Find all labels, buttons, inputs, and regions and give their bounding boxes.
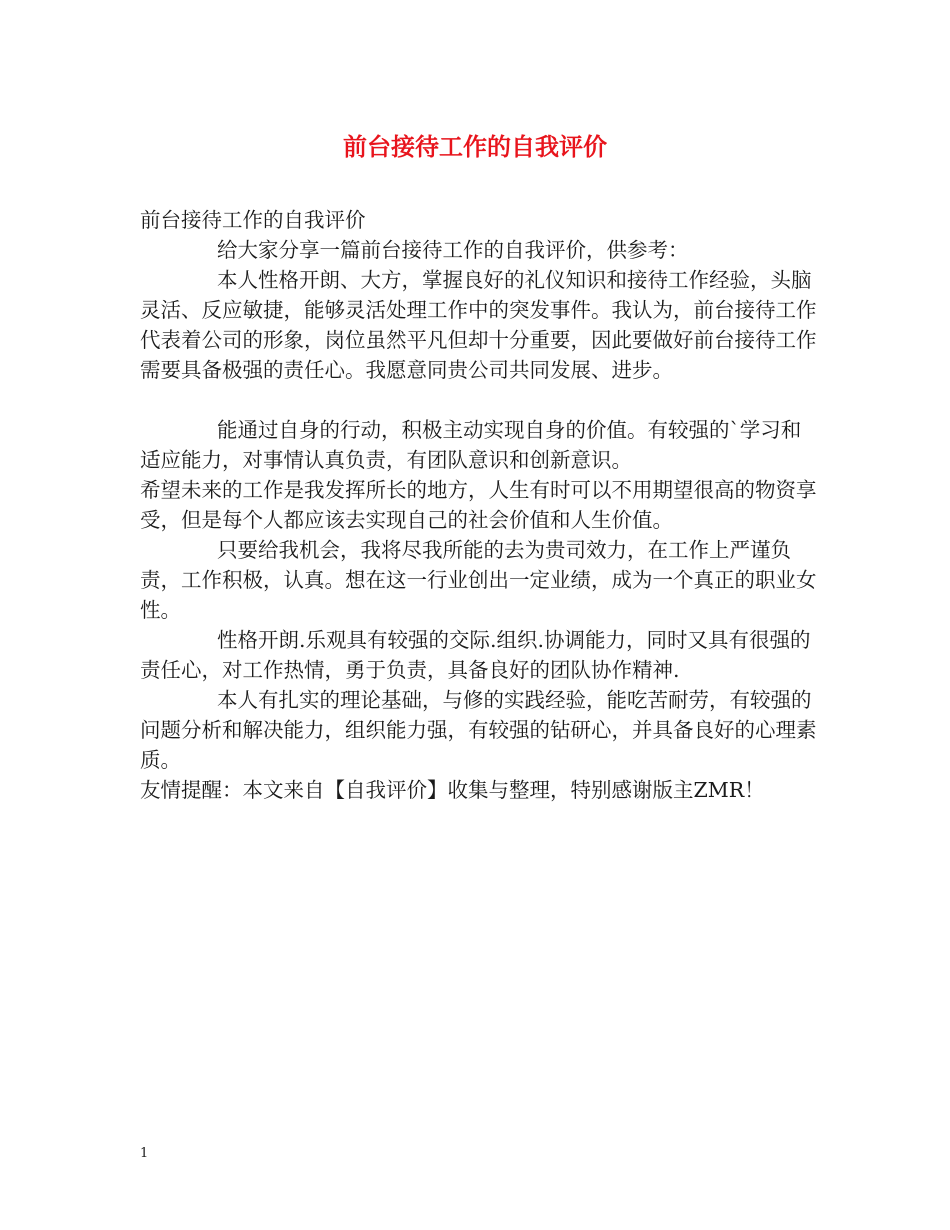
document-subtitle: 前台接待工作的自我评价 xyxy=(140,208,366,232)
intro-paragraph: 给大家分享一篇前台接待工作的自我评价，供参考： xyxy=(217,238,689,262)
character-paragraph: 性格开朗.乐观具有较强的交际.组织.协调能力，同时又具有很强的责任心，对工作热情，勇于负责，具备良好的团队协作精神. xyxy=(140,628,811,682)
foundation-paragraph: 本人有扎实的理论基础，与修的实践经验，能吃苦耐劳，有较强的问题分析和解决能力，组织能力强，有较强的钻研心，并具备良好的心理素质。 xyxy=(140,688,817,772)
page-number: 1 xyxy=(140,1146,149,1161)
ability-paragraph: 能通过自身的行动，积极主动实现自身的价值。有较强的`学习和适应能力，对事情认真负责，有团队意识和创新意识。 xyxy=(140,418,802,472)
personality-paragraph: 本人性格开朗、大方，掌握良好的礼仪知识和接待工作经验，头脑灵活、反应敏捷，能够灵活处理工作中的突发事件。我认为，前台接待工作代表着公司的形象，岗位虽然平凡但却十分重要，因此要做好前台接待工作需要具备极强的责任心。我愿意同贵公司共同发展、进步。 xyxy=(140,268,817,382)
paragraph-spacer xyxy=(140,385,820,415)
hope-paragraph: 希望未来的工作是我发挥所长的地方，人生有时可以不用期望很高的物资享受，但是每个人都应该去实现自己的社会价值和人生价值。 xyxy=(140,478,817,532)
document-body xyxy=(140,205,820,805)
source-note: 友情提醒：本文来自【自我评价】收集与整理，特别感谢版主ZMR！ xyxy=(140,778,765,802)
opportunity-paragraph: 只要给我机会，我将尽我所能的去为贵司效力，在工作上严谨负责，工作积极，认真。想在这一行业创出一定业绩，成为一个真正的职业女性。 xyxy=(140,538,817,622)
document-title: 前台接待工作的自我评价 xyxy=(343,133,607,161)
